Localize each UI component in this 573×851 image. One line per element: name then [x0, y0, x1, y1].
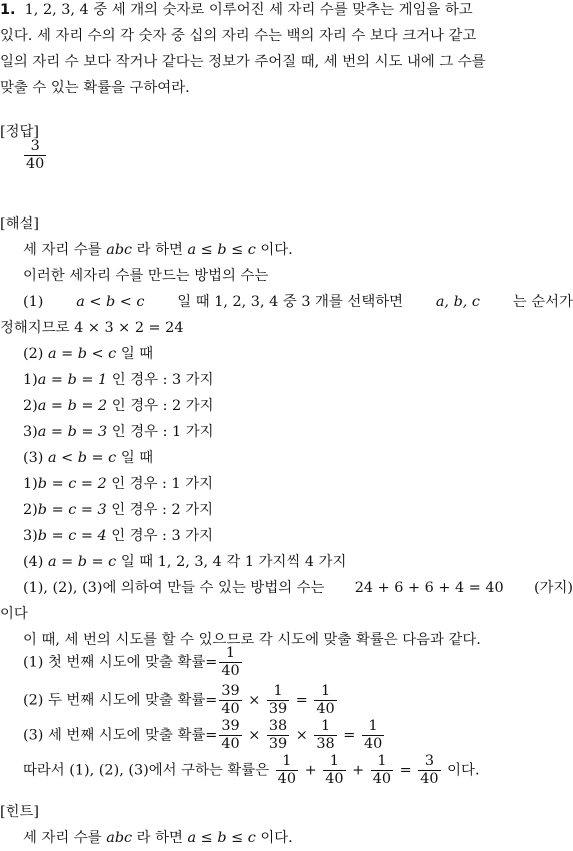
problem-text: 1, 2, 3, 4 중 세 개의 숫자로 이루어진 세 자리 수를 맞추는 게임을 하고	[24, 2, 473, 18]
case3-line-3: 3)b = c = 4 인 경우 : 3 가지	[23, 528, 214, 544]
problem-line-1	[0, 0, 573, 20]
explanation-line-13: (4) a = b = c 일 때 1, 2, 3, 4 각 1 가지씩 4 가지	[23, 554, 347, 570]
explanation-line-15: 이다	[0, 606, 28, 622]
problem-line-2: 있다. 세 자리 수의 각 숫자 중 십의 자리 수는 백의 자리 수 보다 크거나 같고	[0, 28, 477, 44]
explanation-line-3: (1) a < b < c 일 때 1, 2, 3, 4 중 3 개를 선택하면 a, b, c 는 순서가	[23, 294, 573, 310]
case3-line-2: 2)b = c = 3 인 경우 : 2 가지	[23, 502, 214, 518]
answer-label: [정답]	[0, 124, 40, 140]
explanation-line-9: (3) a < b = c 일 때	[23, 450, 154, 466]
problem-line-4: 맞출 수 있는 확률을 구하여라.	[0, 80, 190, 96]
hint-label: [힌트]	[0, 804, 40, 820]
explanation-line-4: 정해지므로 4 × 3 × 2 = 24	[0, 320, 184, 336]
answer-fraction: $\frac{3}{40}$	[26, 138, 45, 172]
explanation-line-1: 세 자리 수를 abc 라 하면 a ≤ b ≤ c 이다.	[23, 242, 293, 258]
explanation-line-16: 이 때, 세 번의 시도를 할 수 있으므로 각 시도에 맞출 확률은 다음과 같다.	[23, 632, 481, 648]
explanation-label: [해설]	[0, 216, 40, 232]
probability-line-2: (2) 두 번째 시도에 맞출 확률= $\frac{39}{40}$ × $\frac{1}{39}$ = $\frac{1}{40}$	[23, 683, 335, 717]
explanation-line-5: (2) a = b < c 일 때	[23, 346, 154, 362]
conclusion-line: 따라서 (1), (2), (3)에서 구하는 확률은 $\frac{1}{40}$ + $\frac{1}{40}$ + $\frac{1}{40}$ = $\frac{3}{40}$ 이다.	[23, 753, 480, 787]
case3-line-1: 1)b = c = 2 인 경우 : 1 가지	[23, 476, 214, 492]
problem-line-3: 일의 자리 수 보다 작거나 같다는 정보가 주어질 때, 세 번의 시도 내에 그 수를	[0, 54, 486, 70]
case2-line-2: 2)a = b = 2 인 경우 : 2 가지	[23, 398, 214, 414]
explanation-line-14: (1), (2), (3)에 의하여 만들 수 있는 방법의 수는 24 + 6 + 6 + 4 = 40 (가지)	[23, 580, 573, 596]
case2-line-1: 1)a = b = 1 인 경우 : 3 가지	[23, 372, 214, 388]
hint-line: 세 자리 수를 abc 라 하면 a ≤ b ≤ c 이다.	[23, 830, 293, 846]
problem-number: 1.	[0, 2, 16, 18]
case2-line-3: 3)a = b = 3 인 경우 : 1 가지	[23, 424, 214, 440]
explanation-line-2: 이러한 세자리 수를 만드는 방법의 수는	[23, 268, 269, 284]
probability-line-3: (3) 세 번째 시도에 맞출 확률= $\frac{39}{40}$ × $\frac{38}{39}$ × $\frac{1}{38}$ = $\frac{1}{40}$	[23, 718, 383, 752]
probability-line-1: (1) 첫 번째 시도에 맞출 확률= $\frac{1}{40}$	[23, 645, 240, 679]
